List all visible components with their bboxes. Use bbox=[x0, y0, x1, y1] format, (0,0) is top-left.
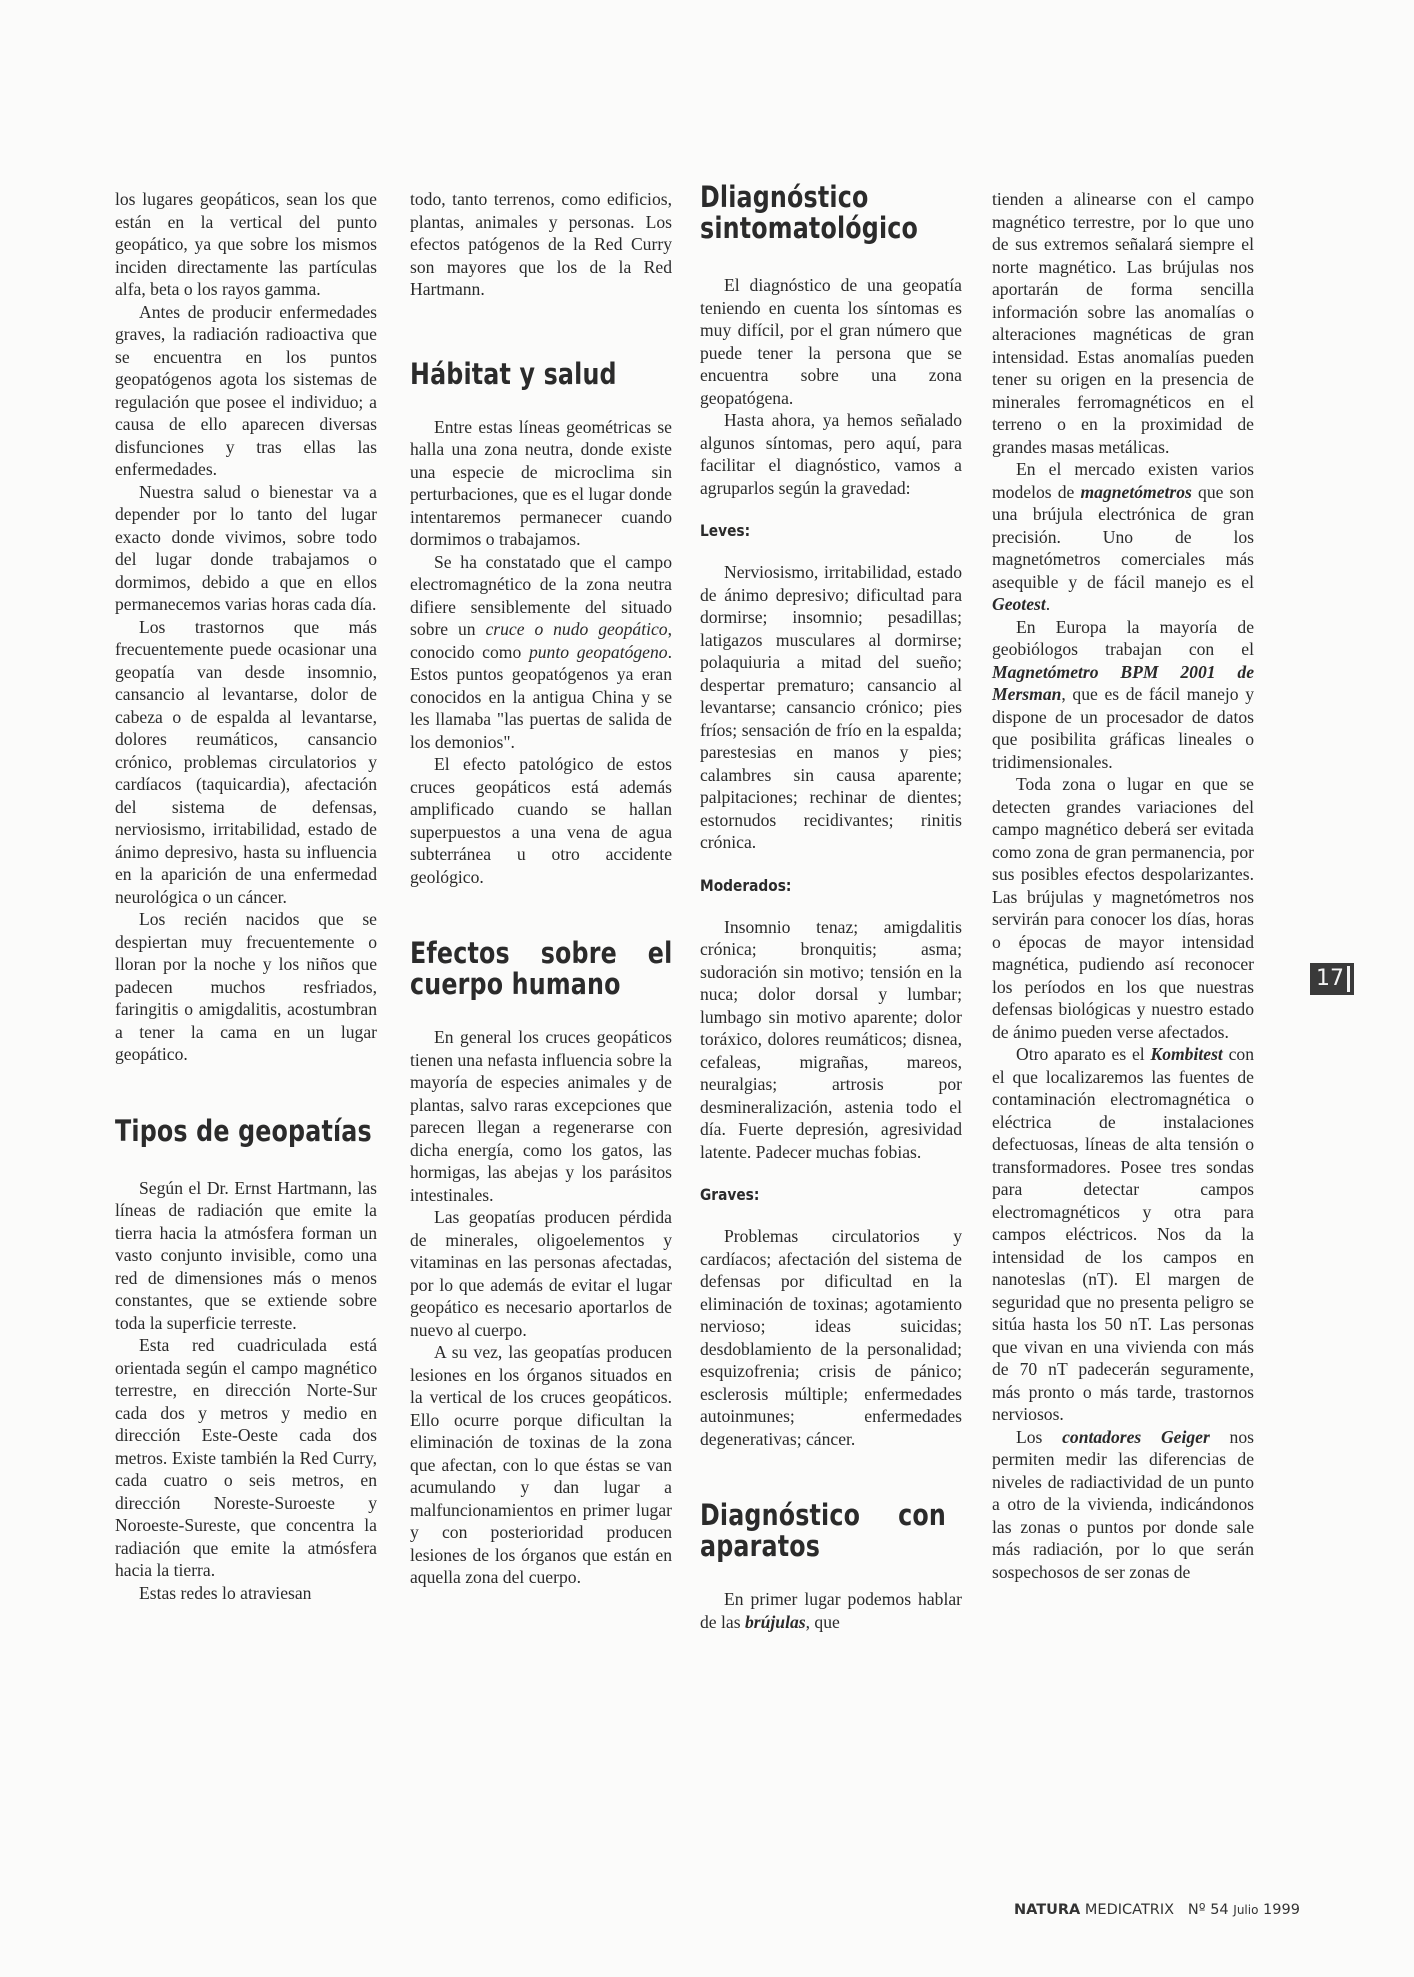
page-number: 17 bbox=[1316, 966, 1344, 991]
paragraph bbox=[700, 1588, 962, 1633]
paragraph: Estas redes lo atraviesan bbox=[139, 1582, 312, 1603]
column-1 bbox=[115, 188, 377, 1604]
paragraph: El efecto patológico de estos cruces geopáticos está además amplificado cuando se hallan superpuestos a una vena de agua subterránea u otro accidente geológico. bbox=[410, 754, 672, 887]
subheading-moderados: Moderados: bbox=[700, 875, 792, 895]
paragraph: todo, tanto terrenos, como edificios, plantas, animales y personas. Los efectos patógenos de la Red Curry son mayores que los de la Red Hartmann. bbox=[410, 189, 672, 299]
heading-text: Efectos sobre el cuerpo humano bbox=[410, 936, 673, 1001]
paragraph bbox=[992, 458, 1254, 616]
bold-term: Magnetómetro BPM 2001 de Mersman bbox=[992, 661, 1254, 704]
bold-term: Kombitest bbox=[1150, 1044, 1223, 1064]
text: que son una brújula electrónica de gran precisión. Uno de los magnetómetros comerciales más asequible y de fácil manejo es el bbox=[992, 481, 1254, 592]
paragraph: Los trastornos que más frecuentemente puede ocasionar una geopatía van desde insomnio, cansancio al levantarse, dolor de cabeza o de espalda al levantarse, dolores reumáticos, cansancio crónico, problemas circulatorios y cardíacos (taquicardia), afectación del sistema de defensas, nerviosismo, irritabilidad, estado de ánimo depresivo, hasta su influencia en la aparición de una enfermedad neurológica o un cáncer. bbox=[115, 616, 377, 907]
text: , que es de fácil manejo y dispone de un procesador de datos que posibilita gráficas lineales o tridimensionales. bbox=[992, 684, 1254, 772]
italic-term: cruce o nudo geopático bbox=[485, 619, 668, 639]
section-heading-tipos: Tipos de geopatías bbox=[115, 1113, 372, 1148]
paragraph bbox=[992, 616, 1254, 774]
paragraph: Antes de producir enfermedades graves, la radiación radioactiva que se encuentra en los puntos geopatógenos agota los sistemas de regulación que posee el individuo; a causa de ello aparecen diversas disfunciones y tras ellas las enfermedades. bbox=[115, 301, 377, 479]
magazine-brand: NATURA bbox=[1014, 1902, 1081, 1918]
bold-term: Geotest bbox=[992, 594, 1046, 614]
text: , que bbox=[805, 1611, 840, 1632]
paragraph: Según el Dr. Ernst Hartmann, las líneas de radiación que emite la tierra hacia la atmósfera forman un vasto conjunto invisible, como una red de dimensiones más o menos constantes, que se extiende sobre toda la superficie terreste. bbox=[115, 1177, 377, 1333]
heading-text: Dliagnóstico sintomatológico bbox=[700, 180, 919, 245]
paragraph: los lugares geopáticos, sean los que están en la vertical del punto geopático, ya que sobre los mismos inciden directamente las partículas alfa, beta o los rayos gamma. bbox=[115, 189, 377, 299]
paragraph: Entre estas líneas geométricas se halla una zona neutra, donde existe una especie de microclima sin perturbaciones, que es el lugar donde intentaremos permanecer cuando dormimos o trabajamos. bbox=[410, 416, 672, 549]
paragraph: Esta red cuadriculada está orientada según el campo magnético terrestre, en dirección Norte-Sur cada dos y metros y medio en dirección Este-Oeste cada dos metros. Existe también la Red Curry, cada cuatro o seis metros, en dirección Noreste-Suroeste y Noroeste-Sureste, que concentra la radiación que emite la atmósfera hacia la tierra. bbox=[115, 1335, 377, 1580]
subheading-graves: Graves: bbox=[700, 1185, 760, 1204]
paragraph bbox=[410, 551, 672, 754]
footer bbox=[1014, 1902, 1300, 1918]
paragraph: Nuestra salud o bienestar va a depender por lo tanto del lugar exacto donde vivimos, sobre todo del lugar donde trabajamos o dormimos, debido a que en ellos permanecemos varias horas cada día. bbox=[115, 481, 377, 614]
column-2 bbox=[410, 188, 672, 1589]
text: Los bbox=[1016, 1426, 1043, 1447]
paragraph: En general los cruces geopáticos tienen una nefasta influencia sobre la mayoría de especies animales y de plantas, salvo raras excepciones que parecen llegan a regenerarse con dicha energía, como los gatos, las hormigas, las abejas y los parásitos intestinales. bbox=[410, 1027, 672, 1205]
text: En Europa la mayoría de geobiólogos trabajan con el bbox=[992, 616, 1254, 659]
heading-text: Diagnóstico con aparatos bbox=[700, 1498, 946, 1563]
text: con el que localizaremos las fuentes de contaminación electromagnética o eléctrica de instalaciones defectuosas, líneas de alta tensión o transformadores. Posee tres sondas para detectar campos electromagnéticos y otra para campos eléctricos. Nos da la intensidad de los campos en nanoteslas (nT). El margen de seguridad que no presenta peligro se sitúa hasta los 50 nT. Las personas que vivan en una vivienda con más de 70 nT padecerán seguramente, más pronto o más tarde, trastornos nerviosos. bbox=[992, 1044, 1254, 1424]
paragraph bbox=[992, 1043, 1254, 1426]
paragraph: Problemas circulatorios y cardíacos; afectación del sistema de defensas por dificultad en la eliminación de toxinas; agotamiento nervioso; ideas suicidas; desdoblamiento de la personalidad; esquizofrenia; crisis de pánico; esclerosis múltiple; enfermedades autoinmunes; enfermedades degenerativas; cáncer. bbox=[700, 1226, 962, 1449]
text: Otro aparato es el bbox=[1016, 1044, 1145, 1064]
paragraph: El diagnóstico de una geopatía teniendo en cuenta los síntomas es muy difícil, por el gran número que puede tener la persona que se encuentra sobre una zona geopatógena. bbox=[700, 275, 962, 408]
issue-month: Julio bbox=[1233, 1903, 1259, 1917]
magazine-brand-2: MEDICATRIX bbox=[1084, 1902, 1175, 1918]
section-heading-diagnostico bbox=[700, 182, 946, 244]
bold-term: contadores Geiger bbox=[1062, 1426, 1210, 1447]
paragraph: Los recién nacidos que se despiertan muy frecuentemente o lloran por la noche y los niños que padecen muchos resfriados, faringitis o amigdalitis, acostumbran a tener la cama en un lugar geopático. bbox=[115, 909, 377, 1064]
column-3 bbox=[700, 182, 962, 1633]
text: Se ha constatado que el campo electromagnético de la zona neutra difiere sensiblemente del situado sobre un bbox=[410, 551, 672, 639]
section-heading-efectos bbox=[410, 938, 672, 1000]
text: . Estos puntos geopatógenos ya eran conocidos en la antigua China y se les llamaba "las puertas de salida de los demonios". bbox=[410, 641, 672, 752]
text: , conocido como bbox=[410, 619, 672, 662]
italic-term: punto geopatógeno bbox=[528, 641, 668, 662]
paragraph: tienden a alinearse con el campo magnético terrestre, por lo que uno de sus extremos señalará siempre el norte magnético. Las brújulas nos aportarán de forma sencilla información sobre las anomalías o alteraciones magnéticas de gran intensidad. Estas anomalías pueden tener su origen en la presencia de minerales ferromagnéticos en el terreno o en la proximidad de grandes masas metálicas. bbox=[992, 189, 1254, 457]
issue-year: 1999 bbox=[1263, 1902, 1300, 1918]
paragraph: Hasta ahora, ya hemos señalado algunos síntomas, pero aquí, para facilitar el diagnóstico, vamos a agruparlos según la gravedad: bbox=[700, 410, 962, 498]
text: . bbox=[1045, 594, 1051, 614]
paragraph bbox=[992, 1426, 1254, 1584]
paragraph: A su vez, las geopatías producen lesiones en los órganos situados en la vertical de los cruces geopáticos. Ello ocurre porque dificultan la eliminación de toxinas de la zona que afectan, con lo que éstas se van acumulando y dan lugar a malfuncionamientos en primer lugar y con posterioridad producen lesiones de los órganos que están en aquella zona del cuerpo. bbox=[410, 1342, 672, 1587]
text: nos permiten medir las diferencias de niveles de radiactividad de un punto a otro de la vivienda, indicándonos las zonas o puntos por donde sale más radiación, por lo que serán sospechosos de ser zonas de bbox=[992, 1426, 1254, 1582]
page-number-tab bbox=[1310, 963, 1354, 995]
paragraph: Las geopatías producen pérdida de minerales, oligoelementos y vitaminas en las personas afectadas, por lo que además de evitar el lugar geopático es necesario aportarlos de nuevo al cuerpo. bbox=[410, 1207, 672, 1340]
text: En primer lugar podemos hablar de las bbox=[700, 1589, 962, 1632]
text: En el mercado existen varios modelos de bbox=[992, 459, 1254, 502]
paragraph: Nerviosismo, irritabilidad, estado de ánimo depresivo; dificultad para dormirse; insomnio; pesadillas; latigazos musculares al dormirse; polaquiuria a mitad del sueño; despertar prematuro; cansancio al levantarse; cansancio crónico; pies fríos; sensación de frío en la espalda; parestesias en manos y pies; calambres sin causa aparente; palpitaciones; rechinar de dientes; estornudos recidivantes; rinitis crónica. bbox=[700, 562, 962, 852]
section-heading-habitat: Hábitat y salud bbox=[410, 356, 617, 391]
page-tab-bar bbox=[1347, 966, 1350, 992]
section-heading-aparatos bbox=[700, 1500, 946, 1562]
bold-term: magnetómetros bbox=[1080, 481, 1192, 502]
paragraph: Insomnio tenaz; amigdalitis crónica; bronquitis; asma; sudoración sin motivo; tensión en la nuca; dolor dorsal y lumbar; lumbago sin motivo aparente; dolor toráxico, dolores reumáticos; disnea, cefaleas, migrañas, mareos, neuralgias; artrosis por desmineralización, astenia todo el día. Fuerte depresión, agresividad latente. Padecer muchas fobias. bbox=[700, 916, 962, 1162]
column-4 bbox=[992, 188, 1254, 1583]
subheading-leves: Leves: bbox=[700, 521, 751, 540]
issue-number: Nº 54 bbox=[1187, 1902, 1229, 1918]
paragraph: Toda zona o lugar en que se detecten grandes variaciones del campo magnético deberá ser evitada como zona de gran permanencia, por sus posibles efectos despolarizantes. Las brújulas y magnetómetros nos servirán para conocer los días, horas o épocas de mayor intensidad magnética, pudiendo así reconocer los períodos en los que nuestras defensas biológicas y nuestro estado de ánimo pueden verse afectados. bbox=[992, 774, 1254, 1042]
bold-term: brújulas bbox=[744, 1611, 806, 1632]
